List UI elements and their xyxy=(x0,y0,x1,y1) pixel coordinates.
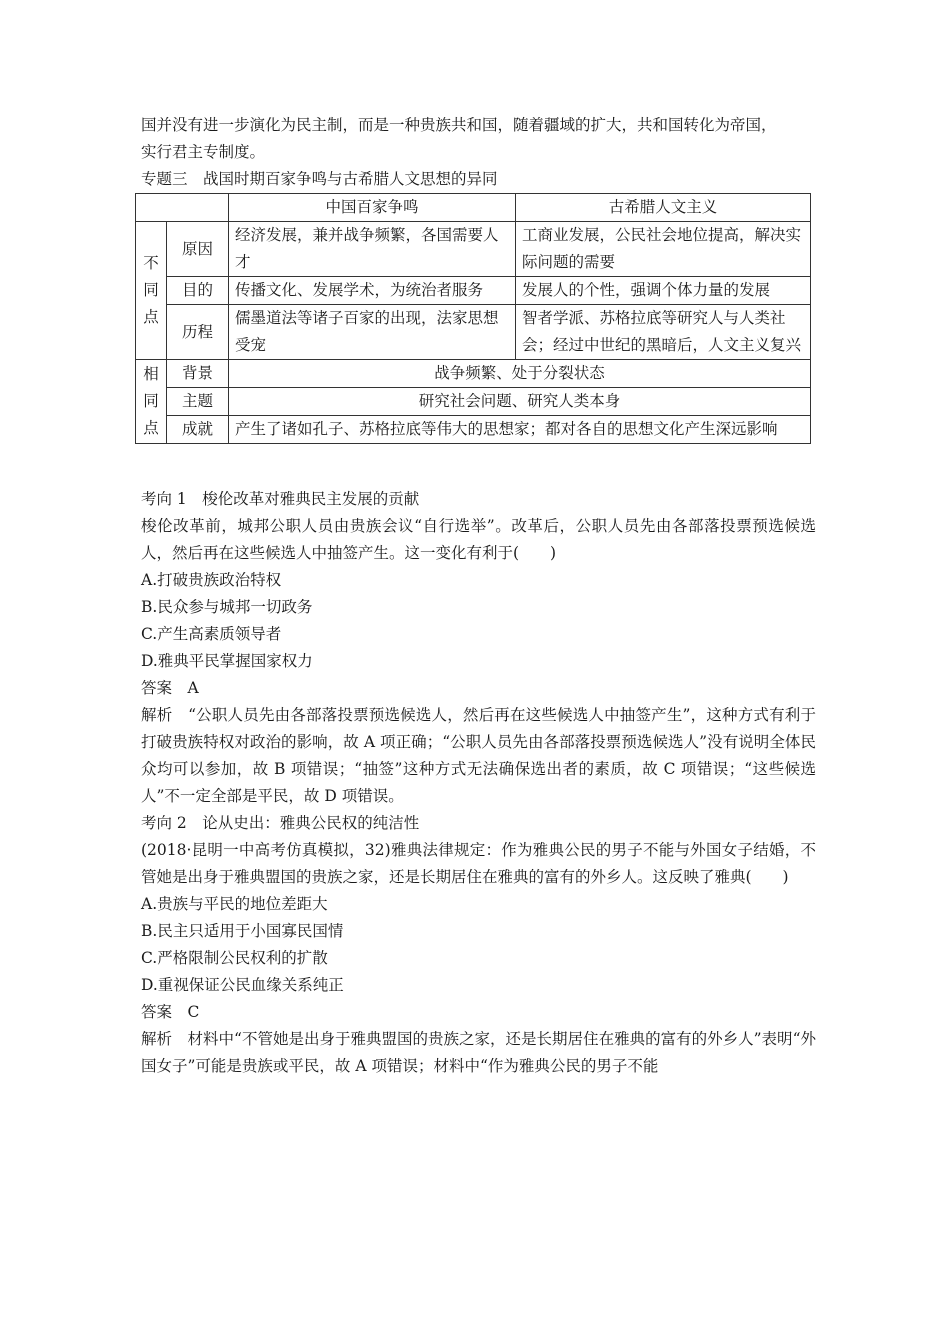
q1-option-c: C.产生高素质领导者 xyxy=(141,625,282,643)
col-header-china: 中国百家争鸣 xyxy=(229,194,516,222)
cell-china-purpose: 传播文化、发展学术，为统治者服务 xyxy=(229,277,516,305)
table-row xyxy=(136,277,811,305)
comparison-table xyxy=(135,193,811,444)
row-label-background: 背景 xyxy=(167,360,229,388)
col-header-greece: 古希腊人文主义 xyxy=(516,194,811,222)
q2-answer: 答案 C xyxy=(141,1003,200,1021)
cell-greece-history: 智者学派、苏格拉底等研究人与人类社会；经过中世纪的黑暗后，人文主义复兴 xyxy=(516,305,811,360)
table-row xyxy=(136,305,811,360)
q1-analysis: 解析 “公职人员先由各部落投票预选候选人，然后再在这些候选人中抽签产生”，这种方式有利于打破贵族特权对政治的影响，故 A 项正确；“公职人员先由各部落投票预选候选人”没有说明全体民众均可以参加，故 B 项错误；“抽签”这种方式无法确保选出者的素质，故 C 项错误；“这些候选人”不一定全部是平民，故 D 项错误。 xyxy=(141,706,816,805)
q1-stem: 梭伦改革前，城邦公职人员由贵族会议“自行选举”。改革后，公职人员先由各部落投票预选候选人，然后再在这些候选人中抽签产生。这一变化有利于( ) xyxy=(141,517,816,562)
diff-group-char: 不 xyxy=(143,254,159,272)
q2-analysis: 解析 材料中“不管她是出身于雅典盟国的贵族之家，还是长期居住在雅典的富有的外乡人”表明“外国女子”可能是贵族或平民，故 A 项错误；材料中“作为雅典公民的男子不能 xyxy=(141,1030,816,1075)
cell-same-background: 战争频繁、处于分裂状态 xyxy=(229,360,811,388)
table-row xyxy=(136,388,811,416)
q1-answer: 答案 A xyxy=(141,679,199,697)
row-label-reason: 原因 xyxy=(167,222,229,277)
q2-option-b: B.民主只适用于小国寡民国情 xyxy=(141,922,344,940)
row-label-purpose: 目的 xyxy=(167,277,229,305)
row-label-history: 历程 xyxy=(167,305,229,360)
q2-option-c: C.严格限制公民权利的扩散 xyxy=(141,949,328,967)
same-group-char: 同 xyxy=(143,392,159,410)
spacer xyxy=(141,444,816,486)
q1-option-a: A.打破贵族政治特权 xyxy=(141,571,282,589)
intro-line-1: 国并没有进一步演化为民主制，而是一种贵族共和国，随着疆域的扩大，共和国转化为帝国， xyxy=(141,116,777,134)
table-row xyxy=(136,416,811,444)
cell-greece-purpose: 发展人的个性，强调个体力量的发展 xyxy=(516,277,811,305)
row-label-theme: 主题 xyxy=(167,388,229,416)
q1-option-b: B.民众参与城邦一切政务 xyxy=(141,598,313,616)
q1-heading: 考向 1 梭伦改革对雅典民主发展的贡献 xyxy=(141,490,420,508)
cell-same-achievement: 产生了诸如孔子、苏格拉底等伟大的思想家；都对各自的思想文化产生深远影响 xyxy=(229,416,811,444)
cell-china-reason: 经济发展，兼并战争频繁，各国需要人才 xyxy=(229,222,516,277)
table-header-row xyxy=(136,194,811,222)
q2-option-a: A.贵族与平民的地位差距大 xyxy=(141,895,328,913)
same-group-label xyxy=(136,360,167,444)
topic3-title: 专题三 战国时期百家争鸣与古希腊人文思想的异同 xyxy=(141,170,498,188)
table-corner-cell xyxy=(136,194,229,222)
diff-group-char: 点 xyxy=(143,308,159,326)
q2-stem: (2018·昆明一中高考仿真模拟，32)雅典法律规定：作为雅典公民的男子不能与外国女子结婚，不管她是出身于雅典盟国的贵族之家，还是长期居住在雅典的富有的外乡人。这反映了雅典( ) xyxy=(141,841,816,886)
cell-greece-reason: 工商业发展，公民社会地位提高，解决实际问题的需要 xyxy=(516,222,811,277)
diff-group-label xyxy=(136,222,167,360)
cell-same-theme: 研究社会问题、研究人类本身 xyxy=(229,388,811,416)
q1-option-d: D.雅典平民掌握国家权力 xyxy=(141,652,313,670)
row-label-achievement: 成就 xyxy=(167,416,229,444)
diff-group-char: 同 xyxy=(143,281,159,299)
document-page xyxy=(141,112,816,1080)
q2-heading: 考向 2 论从史出：雅典公民权的纯洁性 xyxy=(141,814,420,832)
cell-china-history: 儒墨道法等诸子百家的出现，法家思想受宠 xyxy=(229,305,516,360)
same-group-char: 点 xyxy=(143,419,159,437)
table-row xyxy=(136,222,811,277)
same-group-char: 相 xyxy=(143,365,159,383)
table-row xyxy=(136,360,811,388)
intro-line-2: 实行君主专制度。 xyxy=(141,143,266,161)
q2-option-d: D.重视保证公民血缘关系纯正 xyxy=(141,976,344,994)
